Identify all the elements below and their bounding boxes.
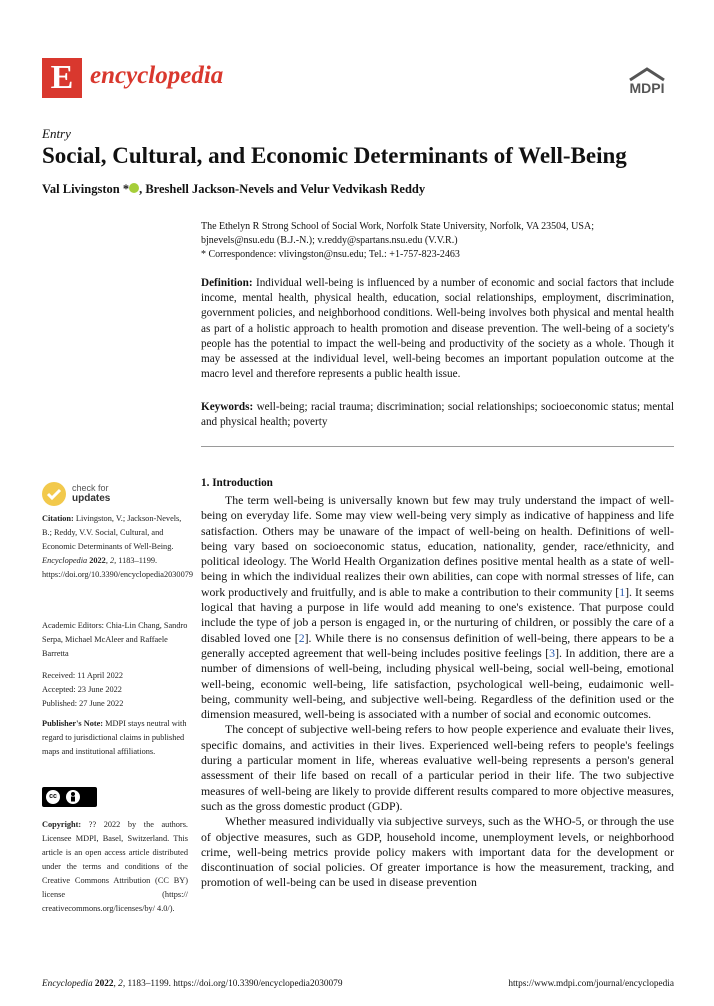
- received-date: Received: 11 April 2022: [42, 671, 124, 680]
- affiliation: [201, 220, 681, 262]
- author-list: [42, 182, 425, 197]
- author-first[interactable]: Val Livingston *: [42, 182, 130, 196]
- academic-editors: Academic Editors: Chia-Lin Chang, Sandro Serpa, Michael McAleer and Raffaele Barretta: [42, 621, 188, 658]
- section-body: [201, 493, 674, 891]
- footer-citation: [42, 979, 342, 989]
- definition-text: Individual well-being is influenced by a number of economic and social factors that include income, mental health, physical health, education, social relationships, employment, discrimination, government policies, and neighborhood conditions. Well-being involves both physical and mental health as part of a holistic approach to health promotion and disease prevention. The well-being of a society's people has the potential to impact the well-being and productivity of the society as a whole. Though it may be assessed at the individual level, well-being becomes an important population outcome at the macro level and therefore represents a public health issue.: [201, 277, 674, 381]
- journal-name[interactable]: encyclopedia: [90, 62, 224, 89]
- affiliation-emails[interactable]: bjnevels@nsu.edu (B.J.-N.); v.reddy@spartans.nsu.edu (V.V.R.): [201, 235, 458, 246]
- paragraph: Whether measured individually via subjective surveys, such as the WHO-5, or through the use of objective measures, such as GDP, household income, unemployment levels, or neighborhood crime, well-being metrics provide policy makers with important data for the development or discontinuation of social policies. Of greater importance is how the measurement, tracking, and promotion of well-being can be used in disease prevention: [201, 814, 674, 890]
- footer-doi[interactable]: 1183–1199. https://doi.org/10.3390/encyclopedia2030079: [125, 979, 343, 989]
- mdpi-logo[interactable]: [620, 66, 674, 100]
- article-title: Social, Cultural, and Economic Determinants of Well-Being: [42, 143, 627, 168]
- published-date: Published: 27 June 2022: [42, 699, 124, 708]
- keywords-label: Keywords:: [201, 401, 254, 413]
- citation-journal: Encyclopedia: [42, 556, 88, 565]
- mdpi-logo-text: MDPI: [629, 80, 665, 96]
- paragraph-text: The term well-being is universally known but few may truly understand the impact of well-being on everyday life. Some may view well-being very simply as indicative of happiness and life satisfaction. Others may be unaware of the impact of well-being on health. Definitions of well-being vary based on socioeconomic status, education, nationality, gender, race/ethnicity, and political ideology. The World Health Organization defines positive mental health as a state of well-being in which the individual realizes their own abilities, can cope with normal stresses of life, can work productively and fruitfully, and is able to make a contribution to their community [: [201, 493, 674, 599]
- reference-link[interactable]: 1: [619, 584, 626, 599]
- paragraph-text: ]. It seems logical that having a purpose in life would add meaning to one's existence. That purpose could include the type of job a person is engaged in, or the nurturing of children, or possibly the care of a disabled loved one [: [201, 584, 674, 645]
- paragraph: [201, 493, 674, 722]
- check-updates-text: [72, 483, 110, 504]
- definition-label: Definition:: [201, 277, 253, 289]
- footer-volume: , 2,: [113, 979, 126, 989]
- orcid-icon[interactable]: [129, 183, 139, 193]
- correspondence[interactable]: * Correspondence: vlivingston@nsu.edu; Tel.: +1-757-823-2463: [201, 249, 460, 260]
- check-updates-bottom: updates: [72, 493, 111, 504]
- publisher-note: [42, 717, 188, 759]
- affiliation-line: The Ethelyn R Strong School of Social Work, Norfolk State University, Norfolk, VA 23504, USA;: [201, 221, 594, 232]
- accepted-date: Accepted: 23 June 2022: [42, 685, 122, 694]
- copyright-text: ?? 2022 by the authors. Licensee MDPI, Basel, Switzerland. This article is an open access article distributed under the terms and conditions of the Creative Commons Attribution (CC BY) license (https:// creativecommons.org/licenses/by/ 4.0/).: [42, 820, 188, 913]
- article-type: Entry: [42, 126, 71, 141]
- section-heading: 1. Introduction: [201, 477, 273, 489]
- citation: [42, 512, 194, 582]
- page-footer: [42, 979, 674, 989]
- citation-volume: , 2,: [105, 556, 117, 565]
- check-updates-badge[interactable]: [42, 482, 162, 508]
- citation-doi[interactable]: 1183–1199. https://doi.org/10.3390/encyclopedia2030079: [42, 556, 194, 579]
- copyright-label: Copyright:: [42, 820, 82, 829]
- publisher-note-text: MDPI stays neutral with regard to jurisdictional claims in published maps and institutional affiliations.: [42, 719, 187, 756]
- cc-by-license-icon[interactable]: [42, 787, 97, 807]
- copyright: [42, 818, 188, 916]
- keywords-text: well-being; racial trauma; discrimination; social relationships; socioeconomic status; mental and physical health; poverty: [201, 401, 674, 429]
- definition-block: [201, 276, 674, 382]
- reference-link[interactable]: 2: [298, 630, 305, 645]
- paragraph-text: ]. While there is no consensus definition of well-being, there appears to be a generally accepted agreement that well-being includes positive feelings [: [201, 630, 674, 660]
- dates: [42, 669, 188, 711]
- author-rest[interactable]: , Breshell Jackson-Nevels and Velur Vedvikash Reddy: [139, 182, 426, 196]
- paragraph: The concept of subjective well-being refers to how people experience and evaluate their lives, specific domains, and activities in their lives. Experienced well-being refers to people's feelings during a particular moment in life, whereas evaluative well-being represents a person's general assessment of their life based on recall of a particular period in their life. The two subjective measures of well-being are likely to provide different results compared to more objective measures, such as the gross domestic product (GDP).: [201, 722, 674, 813]
- journal-logo-icon[interactable]: E: [42, 58, 82, 98]
- keywords-block: [201, 400, 674, 430]
- divider: [201, 446, 674, 447]
- footer-url[interactable]: https://www.mdpi.com/journal/encyclopedia: [508, 979, 674, 989]
- check-updates-top: check for: [72, 483, 109, 493]
- citation-text: Livingston, V.; Jackson-Nevels, B.; Reddy, V.V. Social, Cultural, and Economic Determinants of Well-Being.: [42, 514, 182, 551]
- check-updates-icon: [42, 482, 66, 506]
- citation-label: Citation:: [42, 514, 74, 523]
- footer-year: 2022: [92, 979, 114, 989]
- footer-journal: Encyclopedia: [42, 979, 93, 989]
- paragraph-text: ]. In addition, there are a number of dimensions of well-being, including physical well-being, social well-being, emotional well-being, economic well-being, life satisfaction, psychological well-being, eudaimonic well-being, community well-being, and subjective well-being. Regardless of the definition used or the dimension measured, well-being is associated with a number of social and economic outcomes.: [201, 645, 674, 722]
- citation-year: 2022: [87, 556, 106, 565]
- by-icon: [66, 790, 80, 804]
- publisher-note-label: Publisher's Note:: [42, 719, 104, 728]
- cc-icon: cc: [46, 790, 60, 804]
- reference-link[interactable]: 3: [549, 645, 556, 660]
